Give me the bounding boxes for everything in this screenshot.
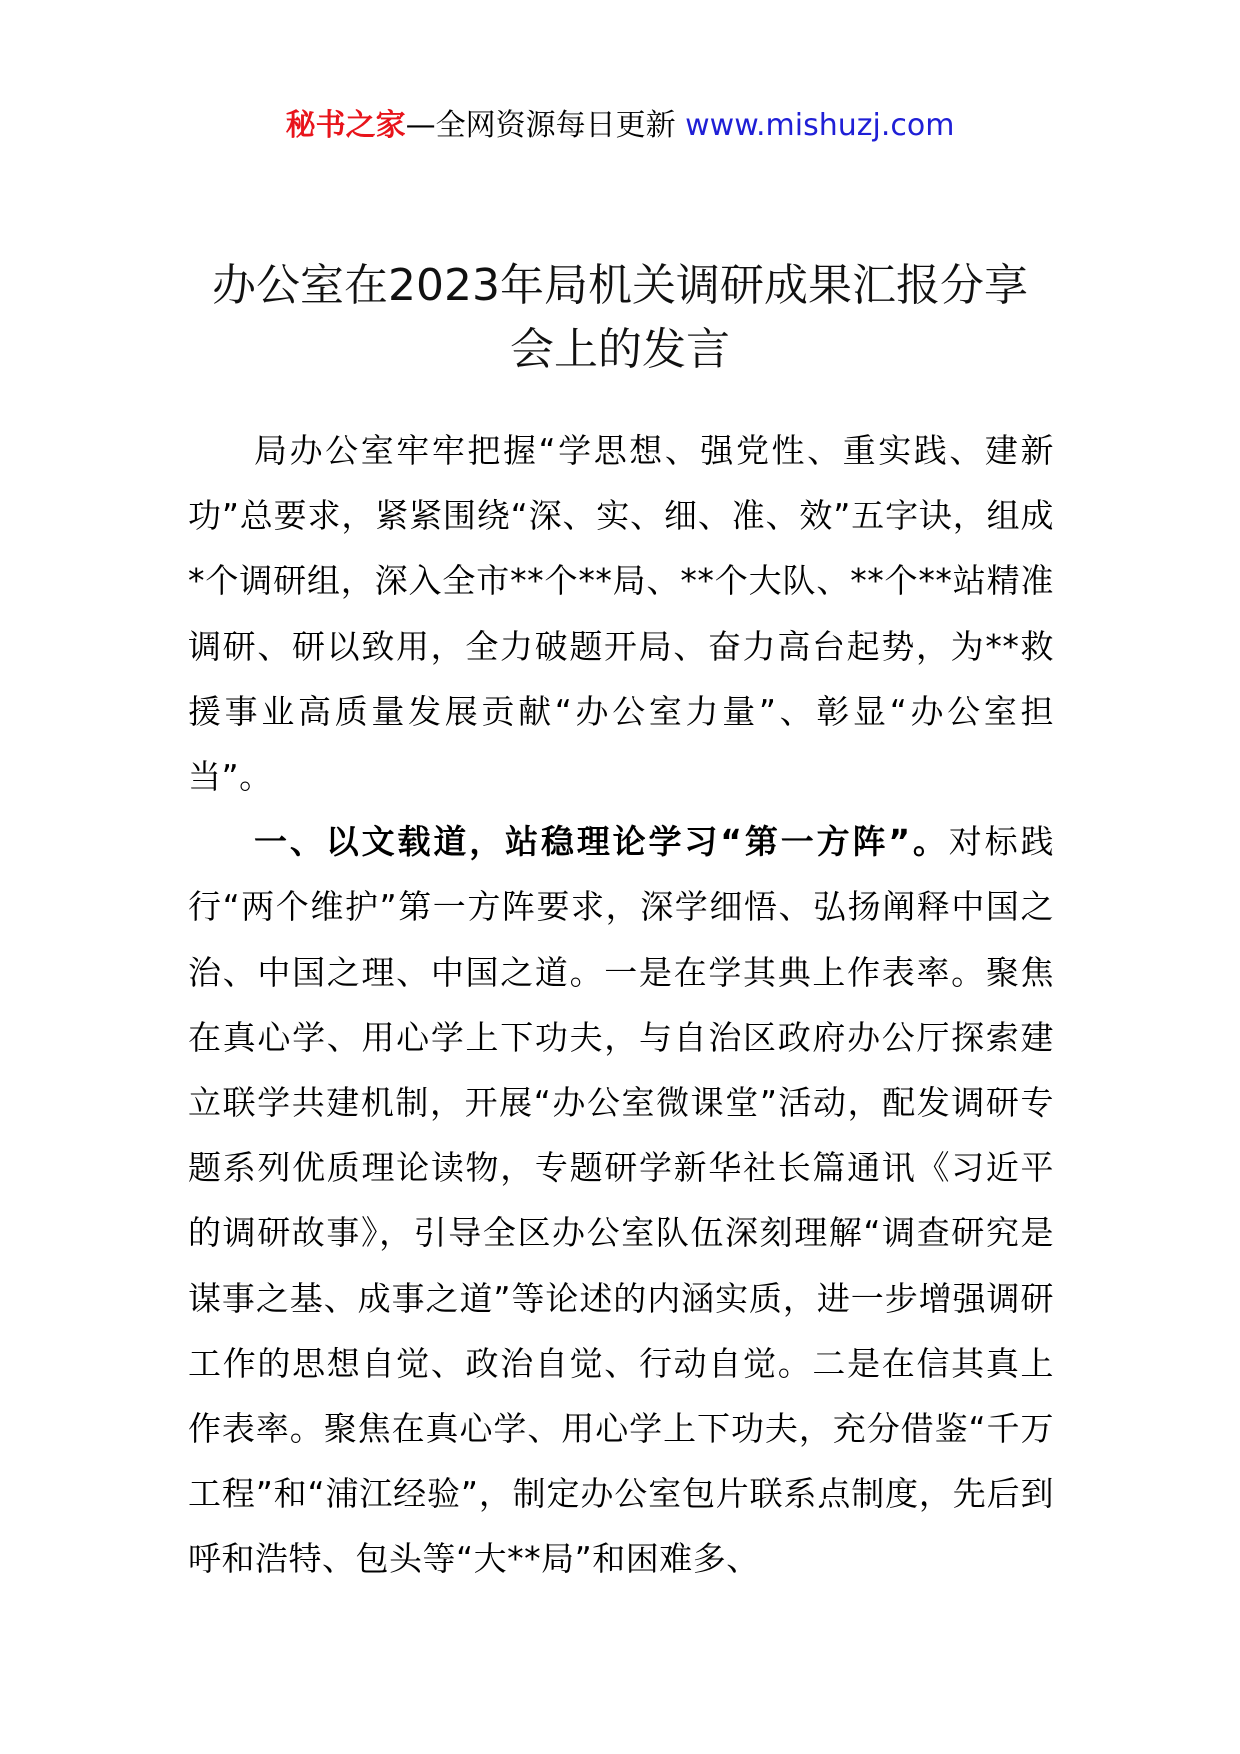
document-title <box>150 254 1090 382</box>
section-1-paragraph <box>188 809 1054 1591</box>
site-tagline: —全网资源每日更新 <box>405 108 676 143</box>
site-header <box>0 104 1240 148</box>
section-1-heading: 一、以文载道，站稳理论学习“第一方阵”。 <box>254 822 949 862</box>
document-body <box>188 418 1054 1592</box>
title-line-2: 会上的发言 <box>510 324 730 375</box>
intro-paragraph: 局办公室牢牢把握“学思想、强党性、重实践、建新功”总要求，紧紧围绕“深、实、细、准、效”五字诀，组成*个调研组，深入全市**个**局、**个大队、**个**站精准调研、研以致用，全力破题开局、奋力高台起势，为**救援事业高质量发展贡献“办公室力量”、彰显“办公室担当”。 <box>188 431 1054 797</box>
section-1-body: 对标践行“两个维护”第一方阵要求，深学细悟、弘扬阐释中国之治、中国之理、中国之道。一是在学其典上作表率。聚焦在真心学、用心学上下功夫，与自治区政府办公厅探索建立联学共建机制，开展“办公室微课堂”活动，配发调研专题系列优质理论读物，专题研学新华社长篇通讯《习近平的调研故事》，引导全区办公室队伍深刻理解“调查研究是谋事之基、成事之道”等论述的内涵实质，进一步增强调研工作的思想自觉、政治自觉、行动自觉。二是在信其真上作表率。聚焦在真心学、用心学上下功夫，充分借鉴“千万工程”和“浦江经验”，制定办公室包片联系点制度，先后到呼和浩特、包头等“大**局”和困难多、 <box>188 822 1054 1579</box>
title-line-1: 办公室在2023年局机关调研成果汇报分享 <box>212 260 1028 311</box>
site-brand: 秘书之家 <box>285 108 406 143</box>
site-url-link[interactable]: www.mishuzj.com <box>685 108 955 143</box>
